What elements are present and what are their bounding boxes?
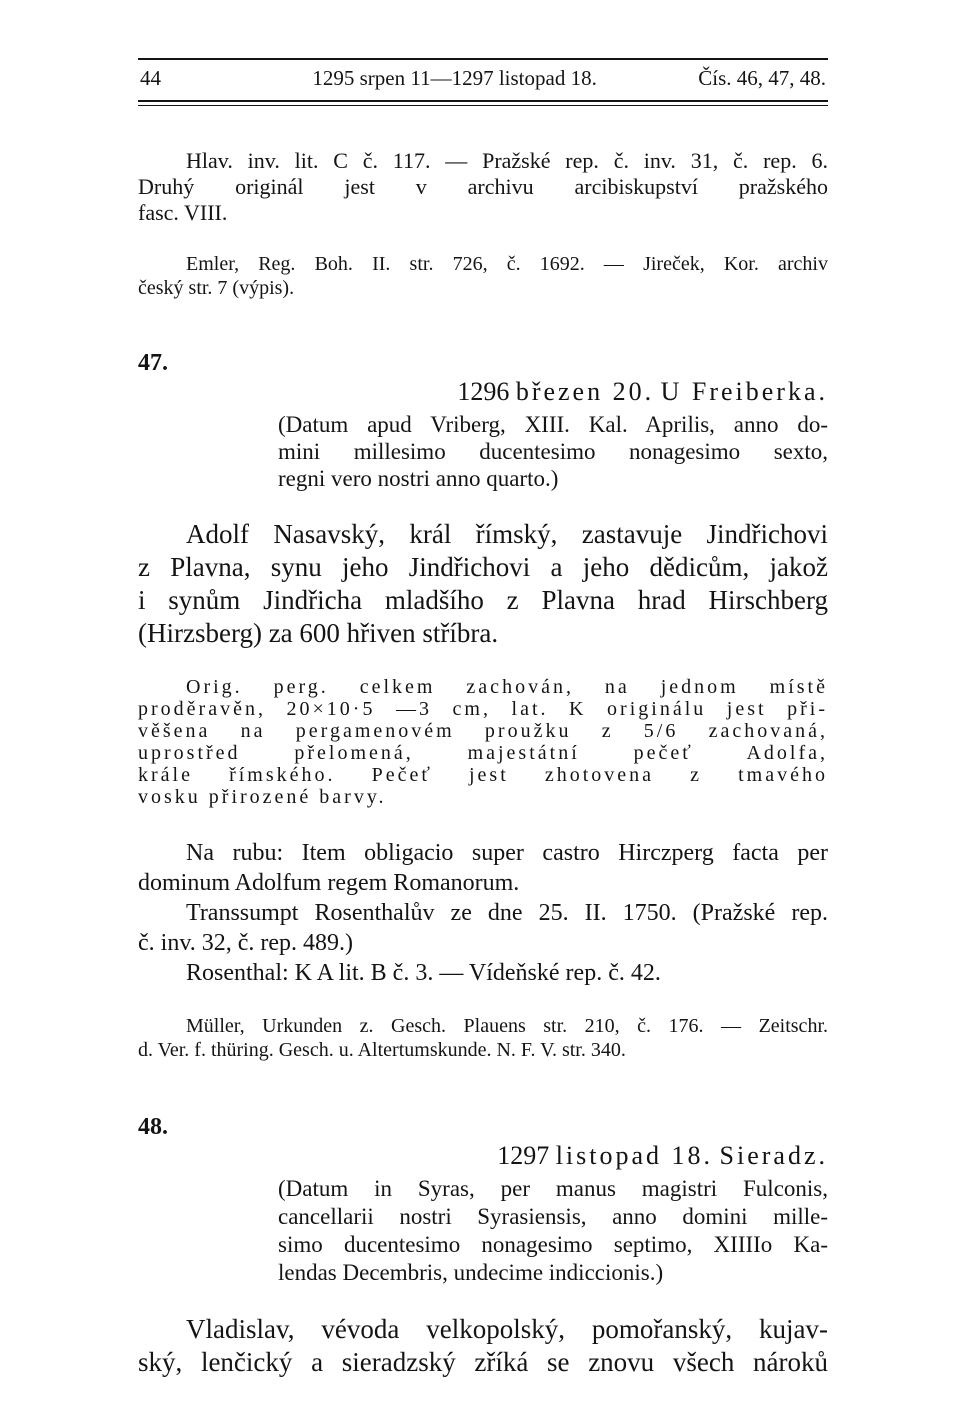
doc48-datum-clause	[278, 1175, 828, 1287]
document-page	[138, 50, 828, 1379]
text-line: dominum Adolfum regem Romanorum.	[138, 870, 520, 896]
text-line: cancellarii nostri Syrasiensis, anno domini mille-	[278, 1204, 828, 1229]
doc47-literature	[138, 1014, 828, 1062]
doc47-physical-description	[138, 676, 828, 808]
text-line: simo ducentesimo nonagesimo septimo, XIIIIo Ka-	[278, 1232, 828, 1257]
doc48-dateline	[138, 1141, 828, 1171]
text-line: krále římského. Pečeť jest zhotovena z tmavého	[138, 764, 828, 786]
text-line: i synům Jindřicha mladšího z Plavna hrad Hirschberg	[138, 585, 828, 615]
doc47-number: 47.	[138, 350, 168, 376]
text-line: ský, lenčický a sieradzský zříká se znovu všech nároků	[138, 1347, 828, 1377]
text-line: Hlav. inv. lit. C č. 117. — Pražské rep. č. inv. 31, č. rep. 6.	[186, 148, 828, 173]
text-line: Emler, Reg. Boh. II. str. 726, č. 1692. — Jireček, Kor. archiv	[186, 253, 828, 275]
doc46-literature-cont	[138, 276, 828, 300]
text-line: (Datum apud Vriberg, XIII. Kal. Aprilis, anno do-	[278, 412, 828, 437]
text-line: Orig. perg. celkem zachován, na jednom místě	[186, 676, 828, 698]
text-line: Adolf Nasavský, král římský, zastavuje Jindřichovi	[186, 519, 828, 549]
running-header	[138, 66, 828, 91]
text-line: (Datum in Syras, per manus magistri Fulconis,	[278, 1176, 828, 1201]
doc46-archive-reference	[138, 148, 828, 174]
doc47-month-day: březen 20.	[515, 377, 655, 406]
header-date-range: 1295 srpen 11—1297 listopad 18.	[312, 66, 597, 90]
header-rule-top	[138, 58, 828, 60]
text-line: Na rubu: Item obligacio super castro Hirczperg facta per	[186, 840, 828, 866]
text-line: Druhý originál jest v archivu arcibiskupství pražského	[138, 174, 828, 199]
text-line: z Plavna, synu jeho Jindřichovi a jeho dědicům, jakož	[138, 552, 828, 582]
text-line: mini millesimo ducentesimo nonagesimo sexto,	[278, 439, 828, 464]
text-line: proděravěn, 20×10·5 —3 cm, lat. K originálu jest při-	[138, 698, 828, 720]
doc47-year: 1296	[457, 377, 510, 406]
doc48-number: 48.	[138, 1114, 168, 1140]
text-line: lendas Decembris, undecime indiccionis.)	[278, 1260, 664, 1285]
text-line: č. inv. 32, č. rep. 489.)	[138, 930, 354, 956]
header-rule-thin	[138, 105, 828, 106]
header-document-numbers: Čís. 46, 47, 48.	[698, 66, 826, 90]
doc48-year: 1297	[497, 1141, 550, 1170]
doc47-header	[138, 350, 828, 407]
text-line: český str. 7 (výpis).	[138, 277, 295, 299]
doc48-month-day: listopad 18.	[555, 1141, 714, 1170]
text-line: Rosenthal: K A lit. B č. 3. — Vídeňské rep. č. 42.	[186, 960, 661, 986]
text-line: regni vero nostri anno quarto.)	[278, 466, 559, 491]
text-line: (Hirzsberg) za 600 hřiven stříbra.	[138, 618, 499, 648]
text-line: Vladislav, vévoda velkopolský, pomořanský, kujav-	[186, 1314, 828, 1344]
doc46-literature	[138, 252, 828, 276]
doc47-datum-clause	[278, 411, 828, 492]
text-line: fasc. VIII.	[138, 200, 228, 225]
doc48-regest	[138, 1313, 828, 1379]
header-rule-bottom	[138, 100, 828, 102]
text-line: Transsumpt Rosenthalův ze dne 25. II. 1750. (Pražské rep.	[186, 900, 828, 926]
doc48-place: Sieradz.	[719, 1141, 828, 1170]
text-line: věšena na pergamenovém proužku z 5/6 zachovaná,	[138, 720, 828, 742]
doc46-archive-reference-cont	[138, 174, 828, 226]
text-line: vosku přirozené barvy.	[138, 786, 387, 808]
doc48-header	[138, 1114, 828, 1171]
text-line: d. Ver. f. thüring. Gesch. u. Altertumskunde. N. F. V. str. 340.	[138, 1039, 626, 1061]
text-line: Müller, Urkunden z. Gesch. Plauens str. 210, č. 176. — Zeitschr.	[186, 1015, 828, 1037]
text-line: uprostřed přelomená, majestátní pečeť Adolfa,	[138, 742, 828, 764]
doc47-dateline	[138, 377, 828, 407]
doc47-regest	[138, 518, 828, 650]
page-number: 44	[140, 66, 161, 90]
doc47-place: U Freiberka.	[660, 377, 828, 406]
doc47-dorsal-notes	[138, 838, 828, 988]
